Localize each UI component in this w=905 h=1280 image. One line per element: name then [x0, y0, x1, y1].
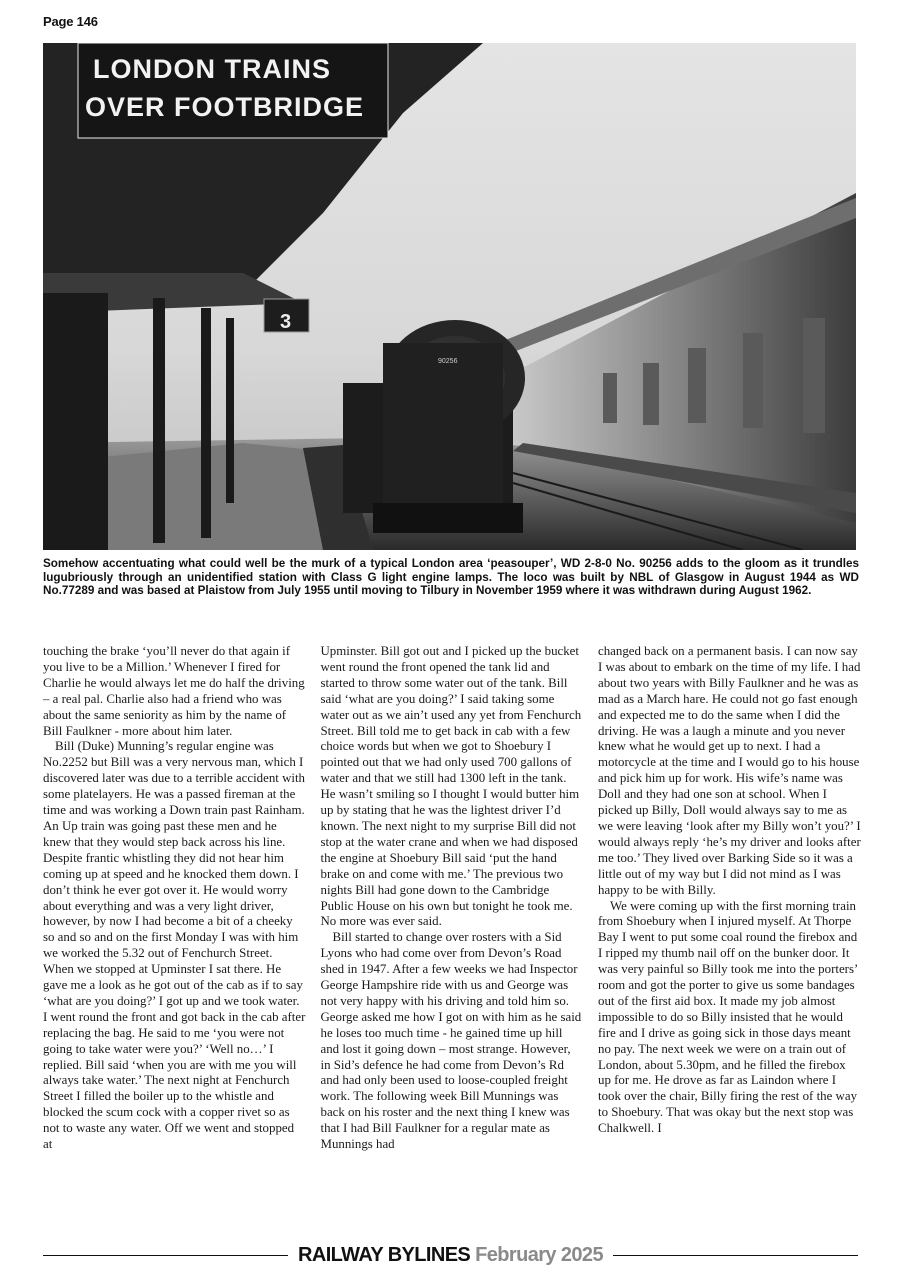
paragraph: Upminster. Bill got out and I picked up the bucket went round the front opened the tank lid and started to throw some water out of the tank. Bill said ‘what are you doing?’ I said taking some water out as we ain’t used any yet from Fenchurch Street. Bill told me to get back in cab with a few choice words but when we got to Shoebury I pointed out that we had only used 700 gallons of water and that we still had 1300 left in the tank. He wasn’t smiling so I thought I would butter him up by stating that he was the lightest driver I’d known. The next night to my surprise Bill did not stop at the water crane and when we had disposed the engine at Shoebury Bill said ‘put the hand brake on and come with me.’ The previous two nights Bill had gone down to the Cambridge Public House on his own but tonight he took me. No more was ever said. [320, 644, 582, 929]
photo-caption: Somehow accentuating what could well be the murk of a typical London area ‘peasouper’, WD 2-8-0 No. 90256 adds to the gloom as it trundles lugubriously through an unidentified station with Class G light engine lamps. The loco was built by NBL of Glasgow in August 1944 as WD No.77289 and was based at Plaistow from July 1955 until moving to Tilbury in November 1959 where it was withdrawn during August 1962. [43, 557, 859, 597]
footer-rule-right [613, 1255, 858, 1256]
paragraph: Bill (Duke) Munning’s regular engine was No.2252 but Bill was a very nervous man, which I discovered later was due to a terrible accident with some platelayers. He was a passed fireman at the time and was working a Down train past Rainham. An Up train was going past these men and he knew that they would step back across his line. Despite frantic whistling they did not hear him coming up at speed and he knocked them down. I don’t think he ever got over it. He would worry about everything and was a very light driver, however, by now I had become a bit of a cheeky so and so and on the first Monday I was with him we worked the 5.32 out of Fenchurch Street. When we stopped at Upminster I sat there. He gave me a look as he got out of the cab as if to say ‘what are you doing?’ I got up and we took water. I went round the front and got back in the cab after replacing the bag. He said to me ‘you were not going to take water were you?’ ‘Well no…’ I replied. Bill said ‘when you are with me you will always take water.’ The next night at Fenchurch Street I filled the boiler up to the whistle and blocked the scum cock with a copper rivet so as not to waste any water. Off we went and stopped at [43, 739, 306, 1152]
issue-date: February 2025 [475, 1243, 603, 1266]
article-column-1 [43, 644, 306, 1232]
footer-rule-left [43, 1255, 288, 1256]
paragraph: touching the brake ‘you’ll never do that again if you live to be a Million.’ Whenever I fired for Charlie he would always let me do half the driving – a real pal. Charlie also had a friend who was about the same seniority as him by the name of Bill Faulkner - more about him later. [43, 644, 305, 738]
svg-text:LONDON TRAINS: LONDON TRAINS [93, 54, 331, 84]
paragraph: Bill started to change over rosters with a Sid Lyons who had come over from Devon’s Road shed in 1947. After a few weeks we had Inspector George Hampshire ride with us and George was not very happy with his driving and told him so. George asked me how I got on with him as he said he loses too much time - he gained time up hill and lost it going down – most strange. However, in Sid’s defence he had come from Devon’s Rd and had only been used to loose-coupled freight work. The following week Bill Munnings was back on his roster and the next thing I knew was that I had Bill Faulkner for a regular mate as Munnings had [320, 930, 582, 1152]
svg-text:90256: 90256 [438, 358, 458, 365]
article-column-2 [321, 644, 584, 1232]
station-photograph [43, 43, 856, 550]
page-footer [43, 1242, 858, 1268]
svg-text:3: 3 [280, 311, 292, 333]
paragraph: We were coming up with the first morning train from Shoebury when I injured myself. At Thorpe Bay I went to put some coal round the firebox and I ripped my thumb nail off on the bunker door. It was very painful so Billy took me into the porters’ room and got the porter to give us some bandages out of the first aid box. It made my job almost impossible to do so Billy insisted that he would fire and I drive as going sick in those days meant no pay. The next week we were on a train out of London, about 5.30pm, and he filled the firebox up for me. He drove as far as Laindon where I took over the chair, Billy firing the rest of the way to Shoebury. That was okay but the next stop was Chalkwell. I [598, 898, 858, 1136]
footer-masthead [288, 1244, 613, 1267]
article-body [43, 644, 861, 1232]
svg-text:OVER FOOTBRIDGE: OVER FOOTBRIDGE [85, 92, 365, 122]
page-number: Page 146 [43, 14, 98, 29]
paragraph: changed back on a permanent basis. I can now say I was about to embark on the time of my life. I had about two years with Billy Faulkner and he was as mad as a March hare. He could not go fast enough and expected me to do the same when I did the driving. He was a laugh a minute and you never knew what he would get up to next. I had a motorcycle at the time and I would go to his house and pick him up for work. His wife’s name was Doll and they had one son at school. When I picked up Billy, Doll would always say to me as we were leaving ‘look after my Billy won’t you?’ I would always reply ‘he’s my driver and looks after me too.’ They lived over Barking Side so it was a little out of my way but I did not mind as I was happy to be with Billy. [598, 644, 861, 897]
magazine-name: RAILWAY BYLINES [298, 1243, 471, 1266]
article-column-3 [598, 644, 861, 1232]
